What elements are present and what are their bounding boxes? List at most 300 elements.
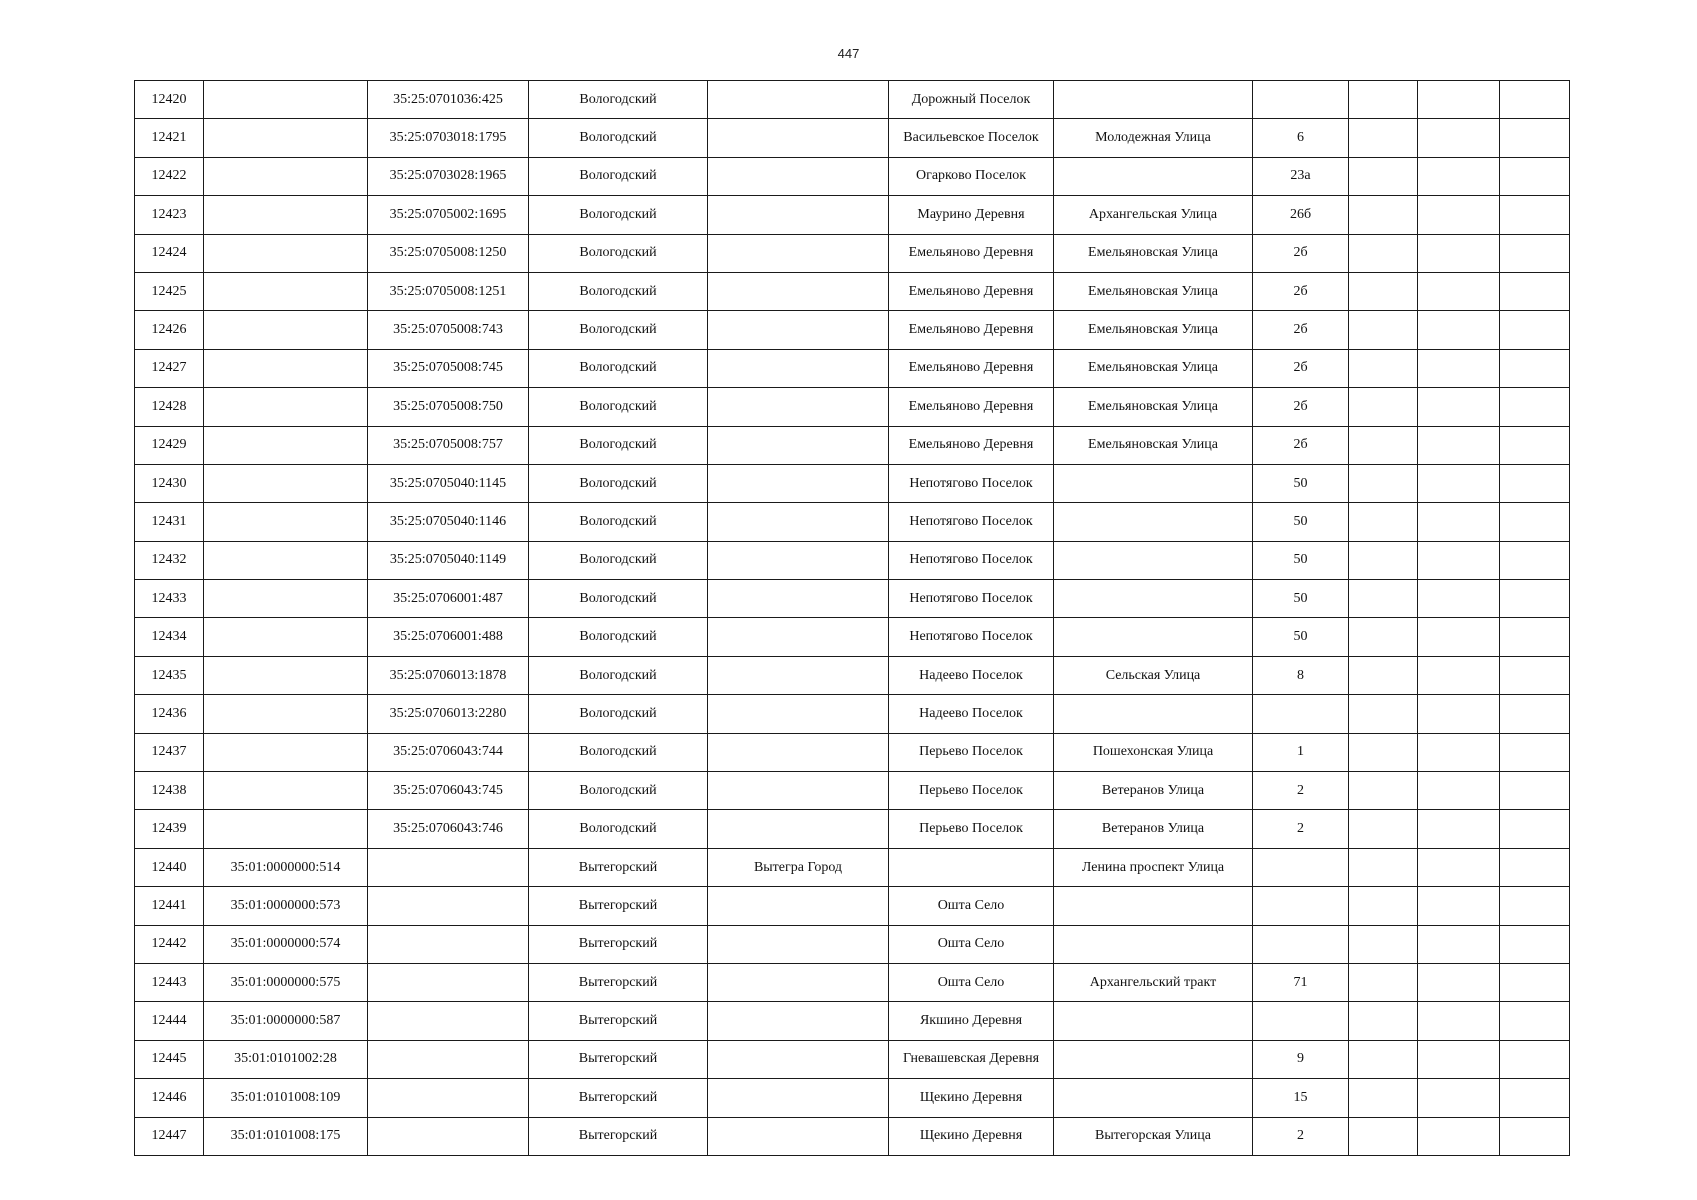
district-cell: Вологодский xyxy=(529,695,708,733)
house-number-cell: 2б xyxy=(1253,426,1349,464)
street-cell: Архангельская Улица xyxy=(1054,196,1253,234)
cadastral-number-b-cell: 35:25:0705008:750 xyxy=(368,388,529,426)
house-number-cell: 2б xyxy=(1253,272,1349,310)
extra-column-1-cell xyxy=(1349,848,1418,886)
extra-column-1-cell xyxy=(1349,925,1418,963)
house-number-cell xyxy=(1253,887,1349,925)
extra-column-2-cell xyxy=(1418,695,1500,733)
row-number-cell: 12425 xyxy=(135,272,204,310)
registry-table xyxy=(134,80,1570,1156)
row-number-cell: 12426 xyxy=(135,311,204,349)
district-cell: Вологодский xyxy=(529,772,708,810)
street-cell: Емельяновская Улица xyxy=(1054,311,1253,349)
extra-column-1-cell xyxy=(1349,1117,1418,1155)
house-number-cell: 6 xyxy=(1253,119,1349,157)
row-number-cell: 12441 xyxy=(135,887,204,925)
cadastral-number-b-cell: 35:25:0706013:1878 xyxy=(368,656,529,694)
street-cell xyxy=(1054,81,1253,119)
city-cell xyxy=(708,119,889,157)
extra-column-1-cell xyxy=(1349,618,1418,656)
cadastral-number-a-cell xyxy=(204,503,368,541)
house-number-cell: 2 xyxy=(1253,810,1349,848)
district-cell: Вологодский xyxy=(529,196,708,234)
extra-column-3-cell xyxy=(1500,196,1570,234)
district-cell: Вологодский xyxy=(529,426,708,464)
row-number-cell: 12437 xyxy=(135,733,204,771)
table-row xyxy=(135,426,1570,464)
extra-column-2-cell xyxy=(1418,772,1500,810)
cadastral-number-b-cell: 35:25:0703028:1965 xyxy=(368,157,529,195)
cadastral-number-b-cell xyxy=(368,848,529,886)
row-number-cell: 12432 xyxy=(135,541,204,579)
cadastral-number-b-cell: 35:25:0706001:488 xyxy=(368,618,529,656)
district-cell: Вытегорский xyxy=(529,925,708,963)
district-cell: Вытегорский xyxy=(529,1002,708,1040)
extra-column-3-cell xyxy=(1500,925,1570,963)
street-cell xyxy=(1054,1040,1253,1078)
extra-column-1-cell xyxy=(1349,157,1418,195)
district-cell: Вытегорский xyxy=(529,963,708,1001)
city-cell xyxy=(708,81,889,119)
cadastral-number-a-cell xyxy=(204,772,368,810)
extra-column-1-cell xyxy=(1349,695,1418,733)
cadastral-number-a-cell xyxy=(204,464,368,502)
cadastral-number-a-cell: 35:01:0101008:175 xyxy=(204,1117,368,1155)
table-row xyxy=(135,388,1570,426)
cadastral-number-b-cell xyxy=(368,1079,529,1117)
city-cell xyxy=(708,810,889,848)
extra-column-3-cell xyxy=(1500,426,1570,464)
extra-column-2-cell xyxy=(1418,388,1500,426)
house-number-cell: 71 xyxy=(1253,963,1349,1001)
settlement-cell: Гневашевская Деревня xyxy=(889,1040,1054,1078)
row-number-cell: 12442 xyxy=(135,925,204,963)
cadastral-number-a-cell: 35:01:0000000:573 xyxy=(204,887,368,925)
table-row xyxy=(135,848,1570,886)
table-row xyxy=(135,733,1570,771)
house-number-cell: 1 xyxy=(1253,733,1349,771)
table-row xyxy=(135,234,1570,272)
district-cell: Вытегорский xyxy=(529,1040,708,1078)
extra-column-3-cell xyxy=(1500,272,1570,310)
house-number-cell: 50 xyxy=(1253,580,1349,618)
house-number-cell: 9 xyxy=(1253,1040,1349,1078)
extra-column-3-cell xyxy=(1500,388,1570,426)
district-cell: Вытегорский xyxy=(529,848,708,886)
extra-column-3-cell xyxy=(1500,464,1570,502)
table-row xyxy=(135,119,1570,157)
table-row xyxy=(135,503,1570,541)
extra-column-2-cell xyxy=(1418,887,1500,925)
street-cell: Емельяновская Улица xyxy=(1054,426,1253,464)
cadastral-number-a-cell xyxy=(204,157,368,195)
city-cell xyxy=(708,196,889,234)
row-number-cell: 12439 xyxy=(135,810,204,848)
cadastral-number-b-cell: 35:25:0706013:2280 xyxy=(368,695,529,733)
extra-column-3-cell xyxy=(1500,349,1570,387)
street-cell xyxy=(1054,541,1253,579)
cadastral-number-a-cell: 35:01:0000000:575 xyxy=(204,963,368,1001)
row-number-cell: 12445 xyxy=(135,1040,204,1078)
cadastral-number-b-cell: 35:25:0705040:1145 xyxy=(368,464,529,502)
house-number-cell: 2 xyxy=(1253,772,1349,810)
settlement-cell: Ошта Село xyxy=(889,963,1054,1001)
cadastral-number-a-cell xyxy=(204,656,368,694)
extra-column-3-cell xyxy=(1500,580,1570,618)
cadastral-number-a-cell: 35:01:0000000:574 xyxy=(204,925,368,963)
extra-column-3-cell xyxy=(1500,963,1570,1001)
city-cell xyxy=(708,541,889,579)
table-row xyxy=(135,963,1570,1001)
extra-column-2-cell xyxy=(1418,733,1500,771)
extra-column-1-cell xyxy=(1349,119,1418,157)
cadastral-number-b-cell xyxy=(368,1002,529,1040)
district-cell: Вологодский xyxy=(529,311,708,349)
row-number-cell: 12422 xyxy=(135,157,204,195)
cadastral-number-a-cell: 35:01:0000000:587 xyxy=(204,1002,368,1040)
extra-column-1-cell xyxy=(1349,388,1418,426)
street-cell xyxy=(1054,464,1253,502)
district-cell: Вологодский xyxy=(529,503,708,541)
settlement-cell: Емельяново Деревня xyxy=(889,234,1054,272)
extra-column-2-cell xyxy=(1418,1117,1500,1155)
cadastral-number-a-cell xyxy=(204,388,368,426)
table-row xyxy=(135,887,1570,925)
street-cell: Ветеранов Улица xyxy=(1054,810,1253,848)
street-cell: Пошехонская Улица xyxy=(1054,733,1253,771)
table-row xyxy=(135,464,1570,502)
house-number-cell xyxy=(1253,695,1349,733)
settlement-cell: Огарково Поселок xyxy=(889,157,1054,195)
cadastral-number-b-cell xyxy=(368,963,529,1001)
cadastral-number-a-cell xyxy=(204,234,368,272)
cadastral-number-a-cell xyxy=(204,119,368,157)
street-cell: Ветеранов Улица xyxy=(1054,772,1253,810)
extra-column-3-cell xyxy=(1500,1002,1570,1040)
extra-column-2-cell xyxy=(1418,1040,1500,1078)
row-number-cell: 12429 xyxy=(135,426,204,464)
extra-column-3-cell xyxy=(1500,733,1570,771)
extra-column-3-cell xyxy=(1500,311,1570,349)
extra-column-1-cell xyxy=(1349,772,1418,810)
city-cell xyxy=(708,503,889,541)
house-number-cell: 8 xyxy=(1253,656,1349,694)
cadastral-number-b-cell: 35:25:0706043:745 xyxy=(368,772,529,810)
settlement-cell: Перьево Поселок xyxy=(889,733,1054,771)
row-number-cell: 12438 xyxy=(135,772,204,810)
city-cell xyxy=(708,157,889,195)
row-number-cell: 12446 xyxy=(135,1079,204,1117)
row-number-cell: 12421 xyxy=(135,119,204,157)
district-cell: Вологодский xyxy=(529,157,708,195)
settlement-cell: Непотягово Поселок xyxy=(889,464,1054,502)
row-number-cell: 12423 xyxy=(135,196,204,234)
extra-column-3-cell xyxy=(1500,503,1570,541)
row-number-cell: 12433 xyxy=(135,580,204,618)
table-row xyxy=(135,272,1570,310)
extra-column-1-cell xyxy=(1349,464,1418,502)
extra-column-2-cell xyxy=(1418,426,1500,464)
house-number-cell: 23а xyxy=(1253,157,1349,195)
settlement-cell: Непотягово Поселок xyxy=(889,503,1054,541)
district-cell: Вологодский xyxy=(529,388,708,426)
page-number: 447 xyxy=(837,46,860,61)
row-number-cell: 12420 xyxy=(135,81,204,119)
extra-column-2-cell xyxy=(1418,618,1500,656)
extra-column-3-cell xyxy=(1500,656,1570,694)
cadastral-number-b-cell xyxy=(368,887,529,925)
extra-column-3-cell xyxy=(1500,810,1570,848)
street-cell: Емельяновская Улица xyxy=(1054,388,1253,426)
district-cell: Вологодский xyxy=(529,81,708,119)
table-row xyxy=(135,695,1570,733)
city-cell xyxy=(708,580,889,618)
extra-column-2-cell xyxy=(1418,1002,1500,1040)
row-number-cell: 12444 xyxy=(135,1002,204,1040)
table-row xyxy=(135,541,1570,579)
extra-column-2-cell xyxy=(1418,464,1500,502)
extra-column-1-cell xyxy=(1349,580,1418,618)
settlement-cell: Непотягово Поселок xyxy=(889,580,1054,618)
city-cell xyxy=(708,426,889,464)
extra-column-3-cell xyxy=(1500,887,1570,925)
extra-column-3-cell xyxy=(1500,695,1570,733)
cadastral-number-b-cell: 35:25:0705002:1695 xyxy=(368,196,529,234)
cadastral-number-b-cell: 35:25:0706043:744 xyxy=(368,733,529,771)
city-cell xyxy=(708,234,889,272)
extra-column-2-cell xyxy=(1418,311,1500,349)
extra-column-1-cell xyxy=(1349,196,1418,234)
district-cell: Вологодский xyxy=(529,464,708,502)
house-number-cell: 2б xyxy=(1253,234,1349,272)
settlement-cell: Перьево Поселок xyxy=(889,772,1054,810)
district-cell: Вологодский xyxy=(529,541,708,579)
cadastral-number-b-cell: 35:25:0701036:425 xyxy=(368,81,529,119)
house-number-cell: 15 xyxy=(1253,1079,1349,1117)
street-cell: Сельская Улица xyxy=(1054,656,1253,694)
extra-column-1-cell xyxy=(1349,656,1418,694)
settlement-cell: Надеево Поселок xyxy=(889,656,1054,694)
cadastral-number-b-cell: 35:25:0703018:1795 xyxy=(368,119,529,157)
extra-column-3-cell xyxy=(1500,234,1570,272)
city-cell xyxy=(708,656,889,694)
row-number-cell: 12436 xyxy=(135,695,204,733)
district-cell: Вытегорский xyxy=(529,1079,708,1117)
extra-column-1-cell xyxy=(1349,503,1418,541)
row-number-cell: 12427 xyxy=(135,349,204,387)
settlement-cell: Ошта Село xyxy=(889,925,1054,963)
extra-column-1-cell xyxy=(1349,426,1418,464)
cadastral-number-b-cell xyxy=(368,1040,529,1078)
table-row xyxy=(135,81,1570,119)
district-cell: Вологодский xyxy=(529,618,708,656)
table-row xyxy=(135,1079,1570,1117)
district-cell: Вытегорский xyxy=(529,1117,708,1155)
cadastral-number-a-cell xyxy=(204,541,368,579)
house-number-cell xyxy=(1253,848,1349,886)
table-row xyxy=(135,656,1570,694)
extra-column-1-cell xyxy=(1349,1079,1418,1117)
city-cell: Вытегра Город xyxy=(708,848,889,886)
extra-column-1-cell xyxy=(1349,541,1418,579)
cadastral-number-a-cell xyxy=(204,810,368,848)
city-cell xyxy=(708,1040,889,1078)
settlement-cell: Надеево Поселок xyxy=(889,695,1054,733)
house-number-cell: 2б xyxy=(1253,311,1349,349)
table-row xyxy=(135,1040,1570,1078)
settlement-cell: Якшино Деревня xyxy=(889,1002,1054,1040)
city-cell xyxy=(708,695,889,733)
settlement-cell: Непотягово Поселок xyxy=(889,618,1054,656)
extra-column-3-cell xyxy=(1500,848,1570,886)
extra-column-2-cell xyxy=(1418,272,1500,310)
cadastral-number-b-cell: 35:25:0705008:757 xyxy=(368,426,529,464)
cadastral-number-a-cell xyxy=(204,580,368,618)
cadastral-number-b-cell xyxy=(368,925,529,963)
extra-column-3-cell xyxy=(1500,1040,1570,1078)
cadastral-number-b-cell: 35:25:0705008:743 xyxy=(368,311,529,349)
extra-column-2-cell xyxy=(1418,349,1500,387)
cadastral-number-b-cell: 35:25:0706001:487 xyxy=(368,580,529,618)
extra-column-2-cell xyxy=(1418,503,1500,541)
cadastral-number-b-cell: 35:25:0705040:1149 xyxy=(368,541,529,579)
cadastral-number-a-cell: 35:01:0101008:109 xyxy=(204,1079,368,1117)
street-cell xyxy=(1054,1002,1253,1040)
house-number-cell: 50 xyxy=(1253,618,1349,656)
extra-column-3-cell xyxy=(1500,157,1570,195)
settlement-cell: Емельяново Деревня xyxy=(889,311,1054,349)
extra-column-1-cell xyxy=(1349,963,1418,1001)
row-number-cell: 12424 xyxy=(135,234,204,272)
cadastral-number-a-cell xyxy=(204,733,368,771)
extra-column-2-cell xyxy=(1418,963,1500,1001)
street-cell: Молодежная Улица xyxy=(1054,119,1253,157)
extra-column-1-cell xyxy=(1349,81,1418,119)
house-number-cell: 50 xyxy=(1253,464,1349,502)
cadastral-number-a-cell: 35:01:0000000:514 xyxy=(204,848,368,886)
cadastral-number-b-cell xyxy=(368,1117,529,1155)
settlement-cell: Емельяново Деревня xyxy=(889,272,1054,310)
city-cell xyxy=(708,887,889,925)
table-row xyxy=(135,810,1570,848)
cadastral-number-b-cell: 35:25:0705008:745 xyxy=(368,349,529,387)
extra-column-1-cell xyxy=(1349,887,1418,925)
city-cell xyxy=(708,925,889,963)
street-cell: Архангельский тракт xyxy=(1054,963,1253,1001)
house-number-cell xyxy=(1253,1002,1349,1040)
row-number-cell: 12435 xyxy=(135,656,204,694)
street-cell xyxy=(1054,925,1253,963)
extra-column-2-cell xyxy=(1418,1079,1500,1117)
extra-column-2-cell xyxy=(1418,656,1500,694)
row-number-cell: 12428 xyxy=(135,388,204,426)
house-number-cell: 2б xyxy=(1253,388,1349,426)
settlement-cell: Щекино Деревня xyxy=(889,1117,1054,1155)
house-number-cell: 2 xyxy=(1253,1117,1349,1155)
cadastral-number-b-cell: 35:25:0705040:1146 xyxy=(368,503,529,541)
row-number-cell: 12434 xyxy=(135,618,204,656)
street-cell xyxy=(1054,157,1253,195)
extra-column-1-cell xyxy=(1349,349,1418,387)
city-cell xyxy=(708,311,889,349)
street-cell xyxy=(1054,618,1253,656)
extra-column-2-cell xyxy=(1418,119,1500,157)
extra-column-2-cell xyxy=(1418,234,1500,272)
extra-column-3-cell xyxy=(1500,1117,1570,1155)
table-row xyxy=(135,349,1570,387)
district-cell: Вологодский xyxy=(529,580,708,618)
extra-column-2-cell xyxy=(1418,580,1500,618)
extra-column-2-cell xyxy=(1418,848,1500,886)
district-cell: Вологодский xyxy=(529,272,708,310)
extra-column-3-cell xyxy=(1500,618,1570,656)
city-cell xyxy=(708,272,889,310)
settlement-cell: Маурино Деревня xyxy=(889,196,1054,234)
extra-column-2-cell xyxy=(1418,81,1500,119)
city-cell xyxy=(708,963,889,1001)
district-cell: Вологодский xyxy=(529,810,708,848)
extra-column-1-cell xyxy=(1349,810,1418,848)
street-cell xyxy=(1054,695,1253,733)
extra-column-1-cell xyxy=(1349,234,1418,272)
table-row xyxy=(135,1002,1570,1040)
extra-column-2-cell xyxy=(1418,541,1500,579)
settlement-cell: Непотягово Поселок xyxy=(889,541,1054,579)
district-cell: Вологодский xyxy=(529,119,708,157)
extra-column-1-cell xyxy=(1349,272,1418,310)
street-cell: Ленина проспект Улица xyxy=(1054,848,1253,886)
city-cell xyxy=(708,618,889,656)
city-cell xyxy=(708,1002,889,1040)
district-cell: Вологодский xyxy=(529,234,708,272)
street-cell: Емельяновская Улица xyxy=(1054,234,1253,272)
settlement-cell: Емельяново Деревня xyxy=(889,388,1054,426)
extra-column-1-cell xyxy=(1349,1040,1418,1078)
city-cell xyxy=(708,464,889,502)
table-row xyxy=(135,772,1570,810)
cadastral-number-a-cell xyxy=(204,311,368,349)
settlement-cell: Емельяново Деревня xyxy=(889,426,1054,464)
settlement-cell: Дорожный Поселок xyxy=(889,81,1054,119)
row-number-cell: 12431 xyxy=(135,503,204,541)
row-number-cell: 12443 xyxy=(135,963,204,1001)
extra-column-2-cell xyxy=(1418,925,1500,963)
extra-column-2-cell xyxy=(1418,196,1500,234)
cadastral-number-a-cell xyxy=(204,272,368,310)
table-row xyxy=(135,157,1570,195)
extra-column-3-cell xyxy=(1500,1079,1570,1117)
settlement-cell: Щекино Деревня xyxy=(889,1079,1054,1117)
house-number-cell: 2б xyxy=(1253,349,1349,387)
table-row xyxy=(135,196,1570,234)
street-cell xyxy=(1054,580,1253,618)
extra-column-3-cell xyxy=(1500,541,1570,579)
settlement-cell: Ошта Село xyxy=(889,887,1054,925)
extra-column-3-cell xyxy=(1500,119,1570,157)
street-cell: Вытегорская Улица xyxy=(1054,1117,1253,1155)
city-cell xyxy=(708,772,889,810)
table-row xyxy=(135,618,1570,656)
house-number-cell xyxy=(1253,925,1349,963)
settlement-cell xyxy=(889,848,1054,886)
table-row xyxy=(135,1117,1570,1155)
city-cell xyxy=(708,1079,889,1117)
extra-column-1-cell xyxy=(1349,1002,1418,1040)
row-number-cell: 12447 xyxy=(135,1117,204,1155)
district-cell: Вологодский xyxy=(529,349,708,387)
city-cell xyxy=(708,1117,889,1155)
street-cell: Емельяновская Улица xyxy=(1054,272,1253,310)
